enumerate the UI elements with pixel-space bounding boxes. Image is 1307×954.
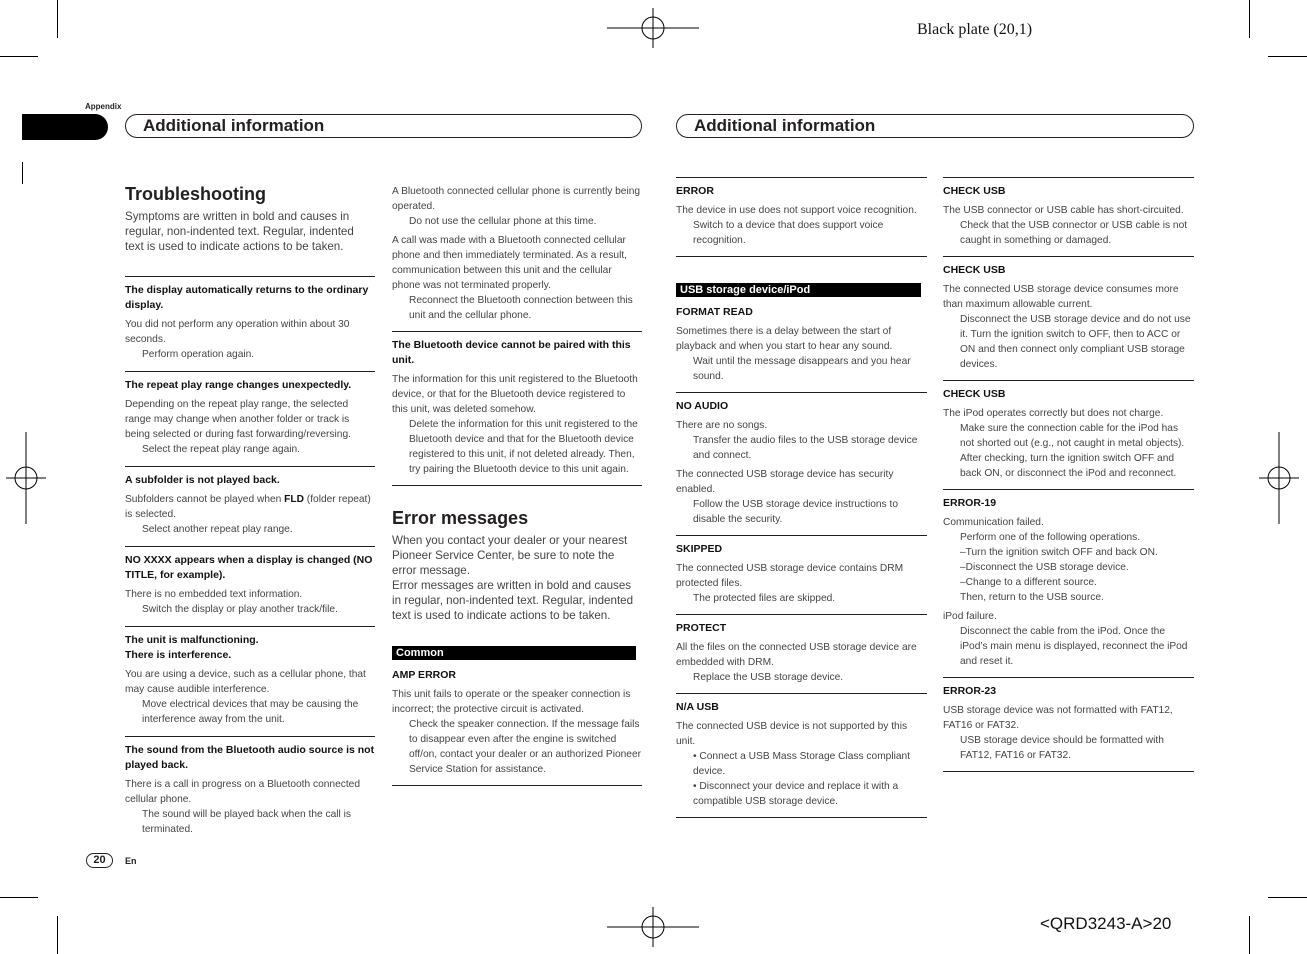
action: Move electrical devices that may be causing the interference away from the unit. [142, 699, 359, 725]
cause: iPod failure. [943, 611, 997, 622]
header-left: Additional information [125, 114, 642, 138]
cause: The USB connector or USB cable has short-circuited. [943, 205, 1184, 216]
registration-mark-left [6, 432, 46, 524]
action: Switch the display or play another track/file. [142, 604, 338, 615]
error-intro: When you contact your dealer or your nearest Pioneer Service Center, be sure to note the error message. [392, 534, 628, 577]
error-item [943, 177, 1194, 248]
crop-mark [0, 897, 38, 898]
trouble-item [392, 331, 642, 477]
error-item [943, 380, 1194, 481]
document-code: <QRD3243-A>20 [1040, 914, 1172, 933]
error-code: NO AUDIO [676, 400, 729, 412]
crop-mark [57, 0, 58, 38]
cause: The connected USB device is not supported by this unit. [676, 721, 908, 747]
column-1 [125, 184, 375, 837]
action: Perform operation again. [142, 349, 255, 360]
error-item [676, 177, 927, 248]
symptom: The repeat play range changes unexpectedly. [125, 379, 352, 391]
error-code: CHECK USB [943, 185, 1006, 197]
action: Check the speaker connection. If the message fails to disappear even after the engine is switched off/on, contact your dealer or an authorized Pioneer Service Station for assistance. [409, 719, 642, 775]
crop-mark [22, 162, 23, 184]
error-item [676, 693, 927, 809]
section-title-error-messages: Error messages [392, 508, 529, 528]
cause: A Bluetooth connected cellular phone is currently being operated. [392, 186, 641, 212]
action: Wait until the message disappears and you hear sound. [693, 356, 911, 382]
error-item [676, 305, 927, 384]
action: USB storage device should be formatted with FAT12, FAT16 or FAT32. [960, 735, 1164, 761]
cause: This unit fails to operate or the speaker connection is incorrect; the protective circuit is activated. [392, 689, 631, 715]
crop-mark [57, 916, 58, 954]
appendix-label: Appendix [85, 102, 122, 111]
crop-mark [1249, 916, 1250, 954]
symptom: The Bluetooth device cannot be paired with this unit. [392, 339, 631, 366]
symptom: A subfolder is not played back. [125, 474, 280, 486]
cause: You are using a device, such as a cellular phone, that may cause audible interference. [125, 669, 366, 695]
header-right: Additional information [676, 114, 1194, 138]
trouble-item [125, 371, 375, 457]
action: Replace the USB storage device. [693, 672, 844, 683]
action: –Change to a different source. [960, 577, 1097, 588]
error-code: FORMAT READ [676, 306, 753, 318]
column-3 [676, 177, 927, 818]
cause: Subfolders cannot be played when FLD (folder repeat) is selected. [125, 494, 371, 520]
error-code: ERROR-19 [943, 497, 997, 509]
symptom: The sound from the Bluetooth audio source is not played back. [125, 744, 375, 771]
error-intro: Error messages are written in bold and causes in regular, non-indented text. Regular, indented text is used to indicate actions to be taken. [392, 579, 634, 622]
cause: There is a call in progress on a Bluetooth connected cellular phone. [125, 779, 361, 805]
action: Delete the information for this unit registered to the Bluetooth device and that for the Bluetooth device registered to this unit, if not deleted already. Then, try pairing the Bluetooth device to this unit again. [409, 419, 638, 475]
error-item [943, 489, 1194, 669]
error-item [676, 392, 927, 527]
action: Disconnect the USB storage device and do not use it. Turn the ignition switch to OFF, then to ACC or ON and then connect only compliant USB storage devices. [960, 314, 1191, 370]
column-4 [943, 177, 1194, 772]
error-code: CHECK USB [943, 388, 1006, 400]
symptom: The unit is malfunctioning. [125, 634, 259, 646]
error-code: PROTECT [676, 622, 727, 634]
cause: All the files on the connected USB storage device are embedded with DRM. [676, 642, 917, 668]
error-item [943, 677, 1194, 763]
crop-mark [0, 56, 38, 57]
error-item [676, 535, 927, 606]
cause: The information for this unit registered to the Bluetooth device, or that for the Bluetooth device registered to this unit, was deleted somehow. [392, 374, 638, 415]
registration-mark-top [607, 8, 699, 48]
cause: There is no embedded text information. [125, 589, 303, 600]
fld-label: FLD [284, 494, 304, 505]
cause: You did not perform any operation within about 30 seconds. [125, 319, 350, 345]
error-item [676, 614, 927, 685]
trouble-item [125, 466, 375, 537]
category-bar-usb: USB storage device/iPod [676, 283, 927, 297]
action: Check that the USB connector or USB cable is not caught in something or damaged. [960, 220, 1188, 246]
cause: The iPod operates correctly but does not charge. [943, 408, 1164, 419]
crop-mark [1268, 56, 1307, 57]
action: Follow the USB storage device instructions to disable the security. [693, 499, 898, 525]
column-2 [392, 184, 642, 786]
trouble-item [125, 626, 375, 727]
action: Make sure the connection cable for the iPod has not shorted out (e.g., not caught in metal objects). After checking, turn the ignition switch OFF and back ON, or disconnect the iPod and reconnect. [960, 423, 1185, 479]
registration-mark-right [1259, 432, 1299, 524]
action: Perform one of the following operations. [960, 532, 1141, 543]
action: Reconnect the Bluetooth connection between this unit and the cellular phone. [409, 295, 633, 321]
action: –Disconnect the USB storage device. [960, 562, 1129, 573]
cause: The connected USB storage device contains DRM protected files. [676, 563, 904, 589]
action: Then, return to the USB source. [960, 592, 1104, 603]
action: Disconnect the cable from the iPod. Once the iPod’s main menu is displayed, reconnect the iPod and reset it. [960, 626, 1188, 667]
error-item [943, 256, 1194, 372]
trouble-item [125, 546, 375, 617]
symptom: The display automatically returns to the ordinary display. [125, 284, 369, 311]
action: Do not use the cellular phone at this time. [409, 216, 597, 227]
error-code: AMP ERROR [392, 669, 456, 681]
troubleshooting-intro: Symptoms are written in bold and causes in regular, non-indented text. Regular, indented text is used to indicate actions to be taken. [125, 210, 354, 253]
crop-mark [1268, 897, 1307, 898]
symptom: There is interference. [125, 649, 232, 661]
error-code: CHECK USB [943, 264, 1006, 276]
divider [676, 256, 927, 257]
action-bullet: • Connect a USB Mass Storage Class compliant device. [693, 751, 911, 777]
cause: The device in use does not support voice recognition. [676, 205, 917, 216]
cause: The connected USB storage device has security enabled. [676, 469, 894, 495]
error-code: ERROR [676, 185, 714, 197]
page-number: 20 [86, 853, 113, 868]
language-label: En [125, 856, 137, 866]
error-item [392, 668, 642, 777]
action: –Turn the ignition switch OFF and back ON. [960, 547, 1158, 558]
section-tab [22, 114, 108, 140]
cause: A call was made with a Bluetooth connected cellular phone and then immediately terminated. As a result, communication between this unit and the cellular phone was not terminated properly. [392, 235, 628, 291]
action: Transfer the audio files to the USB storage device and connect. [693, 435, 918, 461]
action-bullet: • Disconnect your device and replace it with a compatible USB storage device. [693, 781, 899, 807]
error-code: N/A USB [676, 701, 719, 713]
section-title-troubleshooting: Troubleshooting [125, 184, 266, 204]
action: The sound will be played back when the call is terminated. [142, 809, 351, 835]
cause: USB storage device was not formatted with FAT12, FAT16 or FAT32. [943, 705, 1173, 731]
trouble-item [125, 736, 375, 837]
divider [392, 485, 642, 486]
cause: Depending on the repeat play range, the selected range may change when another folder or track is being selected or during fast forwarding/reversing. [125, 399, 351, 440]
crop-mark [1249, 0, 1250, 38]
cause: Communication failed. [943, 517, 1044, 528]
divider [943, 771, 1194, 772]
cause: There are no songs. [676, 420, 768, 431]
plate-label: Black plate (20,1) [917, 21, 1033, 38]
action: The protected files are skipped. [693, 593, 836, 604]
divider [676, 817, 927, 818]
trouble-item [125, 276, 375, 362]
divider [392, 785, 642, 786]
error-code: SKIPPED [676, 543, 723, 555]
action: Select another repeat play range. [142, 524, 293, 535]
cause: The connected USB storage device consumes more than maximum allowable current. [943, 284, 1179, 310]
category-bar-common: Common [392, 646, 642, 660]
action: Switch to a device that does support voice recognition. [693, 220, 884, 246]
symptom: NO XXXX appears when a display is changed (NO TITLE, for example). [125, 554, 373, 581]
registration-mark-bottom [607, 907, 699, 947]
error-code: ERROR-23 [943, 685, 997, 697]
action: Select the repeat play range again. [142, 444, 301, 455]
cause: Sometimes there is a delay between the start of playback and when you start to hear any sound. [676, 326, 893, 352]
